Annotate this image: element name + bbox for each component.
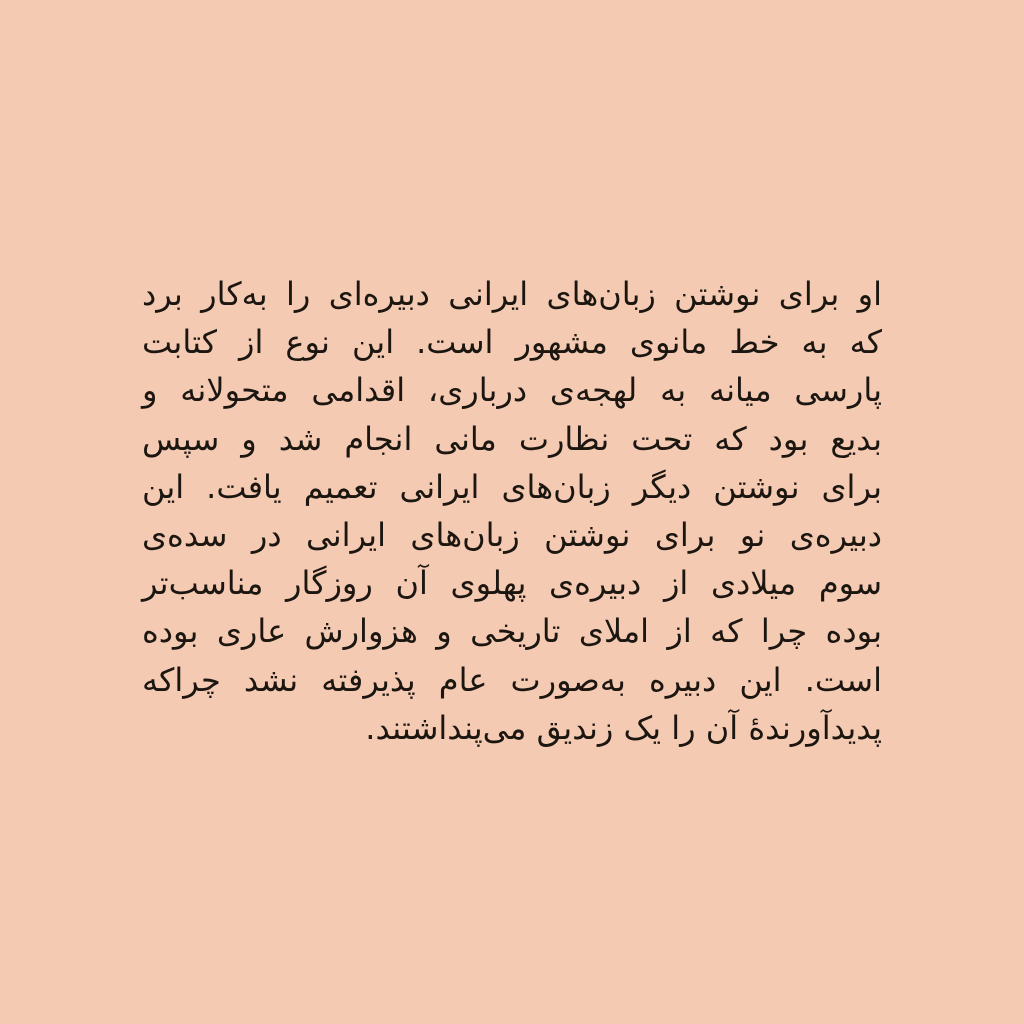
text-line: است. این دبیره به‌صورت عام پذیرفته نشد چراکه xyxy=(142,660,882,699)
text-line: دبیره‌ی نو برای نوشتن زبان‌های ایرانی در سده‌ی xyxy=(142,516,882,554)
text-line: بوده چرا که از املای تاریخی و هزوارش عاری بوده xyxy=(142,612,882,651)
text-line: که به خط مانوی مشهور است. این نوع از کتابت xyxy=(142,323,882,362)
persian-paragraph xyxy=(142,270,882,752)
text-line: بدیع بود که تحت نظارت مانی انجام شد و سپس xyxy=(142,419,882,458)
text-line: سوم میلادی از دبیره‌ی پهلوی آن روزگار مناسب‌تر xyxy=(142,564,882,603)
text-line: پارسی میانه به لهجه‌ی درباری، اقدامی متحولانه و xyxy=(142,371,882,410)
text-line: او برای نوشتن زبان‌های ایرانی دبیره‌ای را به‌کار برد xyxy=(142,274,882,313)
text-line-last: پدیدآورنده‌ٔ آن را یک زندیق می‌پنداشتند. xyxy=(365,708,882,747)
text-line: برای نوشتن دیگر زبان‌های ایرانی تعمیم یافت. این xyxy=(142,467,882,506)
